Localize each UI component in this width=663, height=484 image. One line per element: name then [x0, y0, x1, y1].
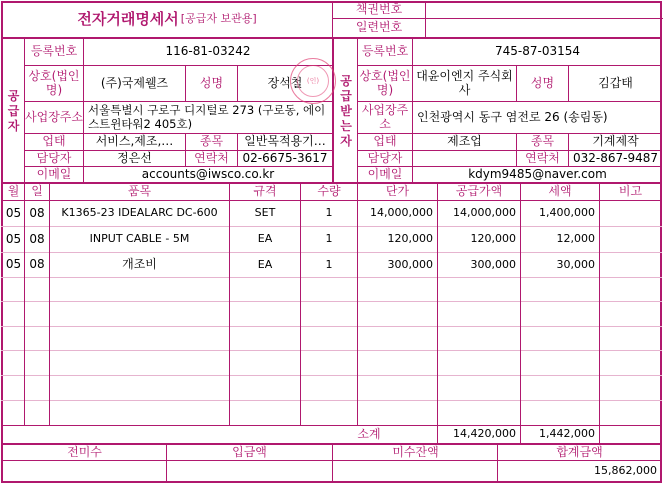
total-amount-value: 15,862,000: [594, 463, 657, 477]
col-header-spec: 규격: [253, 184, 277, 199]
col-header-note: 비고: [618, 184, 643, 199]
receiver-name-label: 성명: [530, 75, 555, 90]
serial-no-value: [426, 19, 661, 37]
row-product: K1365-23 IDEALARC DC-600: [61, 206, 218, 220]
receiver-manager: [413, 151, 516, 166]
row-spec: EA: [257, 257, 273, 271]
unpaid-balance-label: 미수잔액: [392, 445, 439, 459]
supplier-email: accounts@iwsco.co.kr: [141, 167, 275, 181]
supplier-address-label: 사업장주소: [25, 109, 83, 124]
supplier-address: 서울특별시 구로구 디지털로 273 (구로동, 에이스트윈타워2 405호): [88, 103, 326, 131]
row-note: [600, 253, 661, 277]
unpaid-balance-value: [334, 461, 497, 481]
supplier-reg-no: 116-81-03242: [165, 44, 251, 59]
receiver-reg-no-label: 등록번호: [361, 44, 409, 59]
row-supply-value: 300,000: [470, 257, 516, 271]
side-label-char: 급: [340, 88, 352, 103]
row-supply-value: 120,000: [470, 232, 516, 246]
row-unit-price: 120,000: [387, 232, 433, 246]
receiver-business-type-label: 업태: [373, 134, 397, 149]
row-tax: 1,400,000: [539, 206, 595, 220]
subtotal-supply-value: 14,420,000: [453, 427, 516, 441]
col-header-tax: 세액: [548, 184, 572, 199]
receiver-contact-label: 연락처: [525, 151, 560, 165]
divider: [332, 444, 333, 483]
row-qty: 1: [325, 206, 333, 220]
row-month: 05: [5, 205, 22, 220]
side-label-char: 공: [7, 88, 20, 103]
row-tax: 30,000: [556, 257, 595, 271]
prev-unpaid-label: 전미수: [67, 445, 102, 459]
supplier-name: 장석철: [267, 75, 303, 90]
subtitle-text: [공급자 보관용]: [180, 12, 257, 26]
row-note: [600, 201, 661, 226]
col-header-qty: 수량: [317, 184, 341, 199]
receiver-reg-no: 745-87-03154: [494, 44, 580, 59]
receiver-item: 기계제작: [592, 134, 639, 149]
receiver-name: 김갑태: [598, 75, 633, 90]
document-title: [3, 3, 331, 36]
row-line: [1, 277, 662, 278]
supplier-business-type: 서비스,제조,…: [95, 134, 174, 149]
row-unit-price: 14,000,000: [370, 206, 433, 220]
row-unit-price: 300,000: [387, 257, 433, 271]
row-line: [1, 301, 662, 302]
supplier-contact: 02-6675-3617: [242, 151, 328, 165]
supplier-side-label: [3, 40, 24, 182]
receiver-address: 인천광역시 동구 염전로 26 (송림동): [417, 109, 608, 124]
side-label-char: 는: [340, 118, 352, 133]
row-line: [1, 375, 662, 376]
supplier-manager-label: 담당자: [36, 151, 72, 165]
col-header-day: 일: [31, 184, 43, 199]
subtotal-label: 소계: [357, 426, 381, 441]
row-day: 08: [29, 205, 45, 220]
title-text: 전자거래명세서: [77, 9, 179, 28]
received-label: 입금액: [232, 445, 267, 459]
row-product: 개조비: [122, 257, 157, 272]
row-month: 05: [5, 231, 22, 246]
book-no-value: [426, 2, 661, 18]
row-tax: 12,000: [556, 232, 595, 246]
col-header-supply-value: 공급가액: [455, 184, 503, 199]
supplier-manager: 정은선: [117, 151, 152, 165]
row-spec: EA: [257, 232, 273, 246]
receiver-company: 대윤이엔지 주식회사: [416, 68, 513, 97]
receiver-email-label: 이메일: [367, 167, 403, 181]
seal-inner: (인): [297, 65, 329, 97]
receiver-contact: 032-867-9487: [572, 151, 658, 165]
receiver-email: kdym9485@naver.com: [468, 167, 607, 181]
col-header-month: 월: [7, 184, 20, 199]
side-label-char: 받: [340, 103, 352, 118]
supplier-company: (주)국제웰즈: [100, 75, 169, 90]
supplier-business-type-label: 업태: [42, 134, 66, 149]
supplier-reg-no-label: 등록번호: [30, 44, 78, 59]
side-label-char: 자: [7, 118, 20, 133]
row-qty: 1: [325, 232, 333, 246]
received-value: [167, 461, 332, 481]
supplier-email-label: 이메일: [36, 167, 72, 181]
col-header-unit-price: 단가: [385, 184, 410, 199]
receiver-company-label: 상호(법인명): [359, 68, 411, 97]
subtotal-tax: 1,442,000: [539, 427, 595, 441]
col-header-product: 품목: [127, 184, 152, 199]
row-month: 05: [5, 257, 22, 272]
receiver-manager-label: 담당자: [367, 151, 403, 165]
row-line: [1, 326, 662, 327]
row-supply-value: 14,000,000: [453, 206, 516, 220]
supplier-item-label: 종목: [199, 134, 224, 149]
receiver-side-label: [335, 40, 357, 182]
side-label-char: 급: [7, 103, 20, 118]
receiver-business-type: 제조업: [447, 134, 482, 149]
row-day: 08: [29, 257, 45, 272]
row-line: [1, 350, 662, 351]
receiver-address-label: 사업장주소: [361, 102, 409, 131]
row-spec: SET: [254, 206, 276, 220]
receiver-item-label: 종목: [530, 134, 555, 149]
prev-unpaid-value: [3, 461, 166, 481]
row-line: [1, 400, 662, 401]
divider: [332, 38, 334, 183]
row-note: [600, 227, 661, 252]
supplier-contact-label: 연락처: [194, 151, 229, 165]
book-no-label: 책권번호: [355, 2, 403, 17]
side-label-char: 자: [340, 133, 352, 148]
total-amount-label: 합계금액: [556, 445, 603, 459]
supplier-item: 일반목적용기…: [244, 134, 326, 149]
company-seal-stamp: [290, 58, 336, 104]
supplier-company-label: 상호(법인명): [28, 68, 80, 97]
serial-no-label: 일련번호: [355, 20, 403, 35]
row-day: 08: [29, 231, 45, 246]
side-label-char: 공: [340, 73, 352, 88]
row-qty: 1: [325, 257, 333, 271]
supplier-name-label: 성명: [199, 75, 224, 90]
row-product: INPUT CABLE - 5M: [89, 232, 190, 246]
